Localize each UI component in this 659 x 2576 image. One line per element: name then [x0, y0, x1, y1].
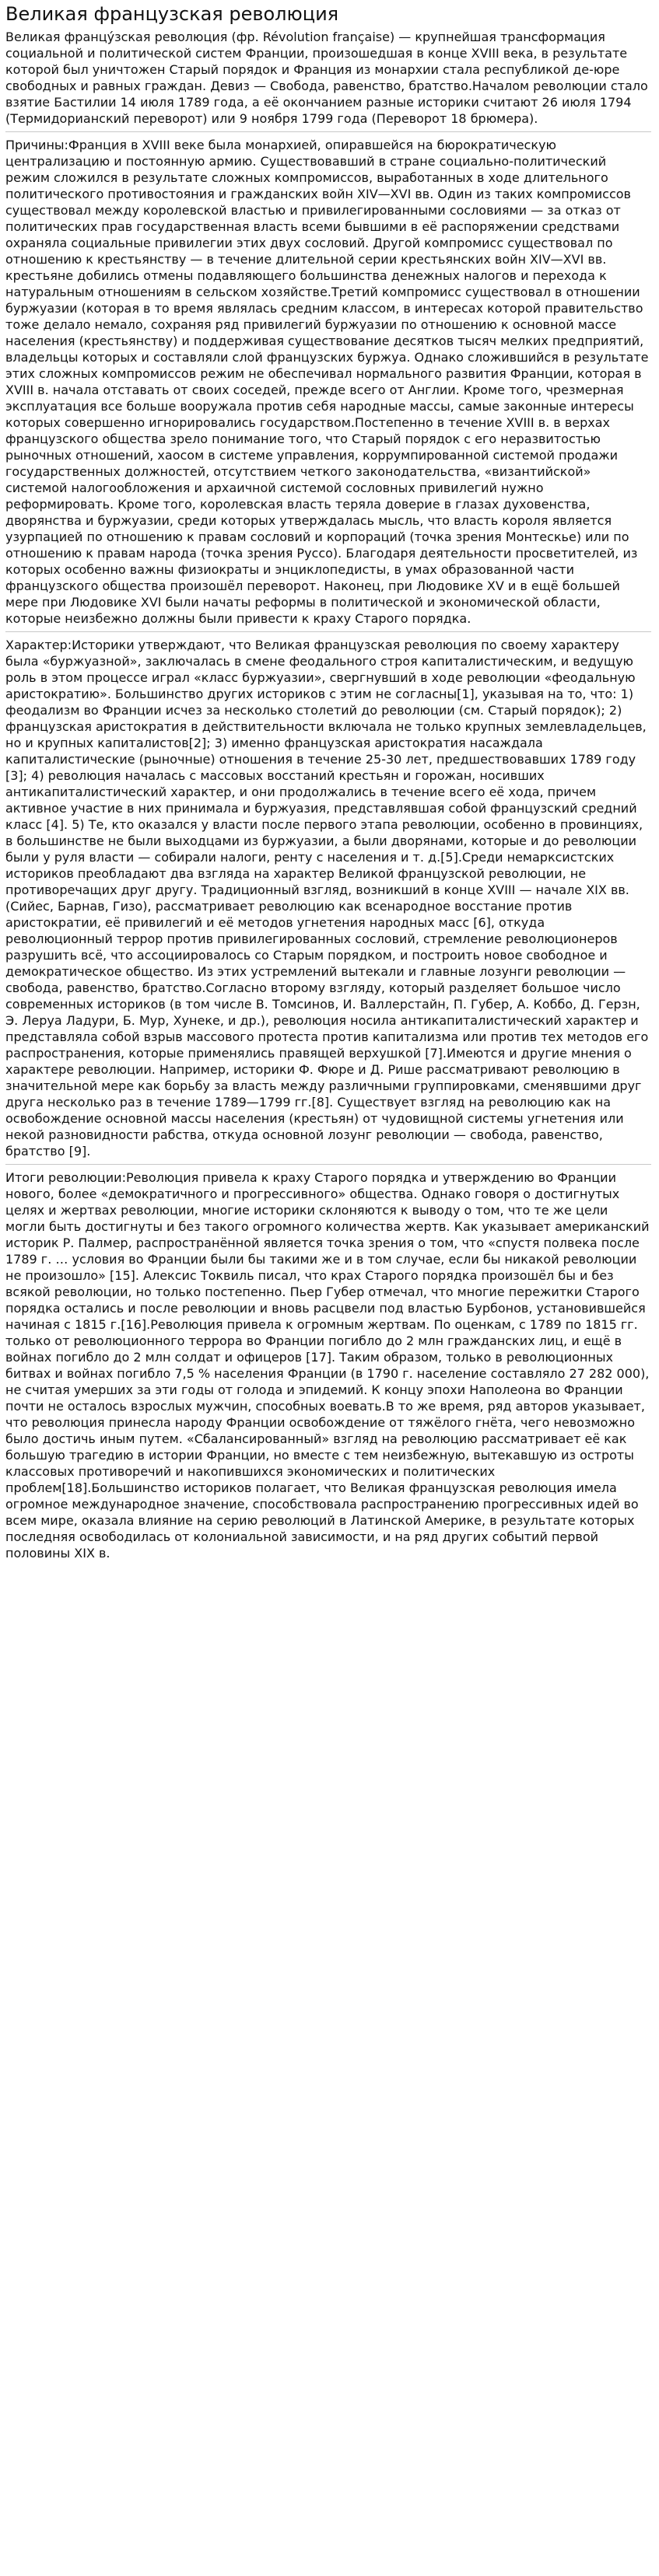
page-title: Великая французская революция — [5, 3, 339, 25]
results-paragraph: Итоги революции:Революция привела к краху Старого порядка и утверждению во Франции нового, более «демократичного и прогрессивного» общества. Однако говоря о достигнутых целях и жертвах революции, многие историки склоняются к выводу о том, что те же цели могли быть достигнуты и без такого огромного количества жертв. Как указывает американский историк Р. Палмер, распространённой является точка зрения о том, что «спустя полвека после 1789 г. … условия во Франции были бы такими же и в том случае, если бы никакой революции не произошло» [15]. Алексис Токвиль писал, что крах Старого порядка произошёл бы и без всякой революции, но только постепенно. Пьер Губер отмечал, что многие пережитки Старого порядка остались и после революции и вновь расцвели под властью Бурбонов, установившейся начиная с 1815 г.[16].Революция привела к огромным жертвам. По оценкам, с 1789 по 1815 гг. только от революционного террора во Франции погибло до 2 млн гражданских лиц, и ещё в войнах погибло до 2 млн солдат и офицеров [17]. Таким образом, только в революционных битвах и войнах погибло 7,5 % населения Франции (в 1790 г. население составляло 27 282 000), не считая умерших за эти годы от голода и эпидемий. К концу эпохи Наполеона во Франции почти не осталось взрослых мужчин, способных воевать.В то же время, ряд авторов указывает, что революция принесла народу Франции освобождение от тяжёлого гнёта, чего невозможно было достичь иным путем. «Сбалансированный» взгляд на революцию рассматривает её как большую трагедию в истории Франции, но вместе с тем неизбежную, вытекавшую из остроты классовых противоречий и накопившихся экономических и политических проблем[18].Большинство историков полагает, что Великая французская революция имела огромное международное значение, способствовала распространению прогрессивных идей во всем мире, оказала влияние на серию революций в Латинской Америке, в результате которых последняя освободилась от колониальной зависимости, и на ряд других событий первой половины XIX в. — [5, 1170, 650, 1561]
section-divider — [5, 631, 651, 632]
section-divider — [5, 1164, 651, 1165]
section-divider — [5, 131, 651, 132]
character-paragraph: Характер:Историки утверждают, что Великая французская революция по своему характеру была «буржуазной», заключалась в смене феодального строя капиталистическим, и ведущую роль в этом процессе играл «класс буржуазии», свергнувший в ходе революции «феодальную аристократию». Большинство других историков с этим не согласны[1], указывая на то, что: 1) феодализм во Франции исчез за несколько столетий до революции (см. Старый порядок); 2) французская аристократия в действительности включала не только крупных землевладельцев, но и крупных капиталистов[2]; 3) именно французская аристократия насаждала капиталистические (рыночные) отношения в течение 25-30 лет, предшествовавших 1789 году [3]; 4) революция началась с массовых восстаний крестьян и горожан, носивших антикапиталистический характер, и они продолжались в течение всего её хода, причем активное участие в них принимала и буржуазия, представлявшая собой французский средний класс [4]. 5) Те, кто оказался у власти после первого этапа революции, особенно в провинциях, в большинстве не были выходцами из буржуазии, а были дворянами, которые и до революции были у руля власти — собирали налоги, ренту с населения и т. д.[5].Среди немарксистских историков преобладают два взгляда на характер Великой французской революции, не противоречащих друг другу. Традиционный взгляд, возникший в конце XVIII — начале XIX вв. (Сийес, Барнав, Гизо), рассматривает революцию как всенародное восстание против аристократии, её привилегий и её методов угнетения народных масс [6], откуда революционный террор против привилегированных сословий, стремление революционеров разрушить всё, что ассоциировалось со Старым порядком, и построить новое свободное и демократическое общество. Из этих устремлений вытекали и главные лозунги революции — свобода, равенство, братство.Согласно второму взгляду, который разделяет большое число современных историков (в том числе В. Томсинов, И. Валлерстайн, П. Губер, А. Коббо, Д. Герзн, Э. Леруа Ладури, Б. Мур, Хунеке, и др.), революция носила антикапиталистический характер и представляла собой взрыв массового протеста против капитализма или против тех методов его распространения, которые применялись правящей верхушкой [7].Имеются и другие мнения о характере революции. Например, историки Ф. Фюре и Д. Рише рассматривают революцию в значительной мере как борьбу за власть между различными группировками, сменявшими друг друга несколько раз в течение 1789—1799 гг.[8]. Существует взгляд на революцию как на освобождение основной массы населения (крестьян) от чудовищной системы угнетения или некой разновидности рабства, откуда основной лозунг революции — свобода, равенство, братство [9]. — [5, 638, 649, 1159]
causes-paragraph: Причины:Франция в XVIII веке была монархией, опиравшейся на бюрократическую централизацию и постоянную армию. Существовавший в стране социально-политический режим сложился в результате сложных компромиссов, выработанных в ходе длительного политического противостояния и гражданских войн XIV—XVI вв. Один из таких компромиссов существовал между королевской властью и привилегированными сословиями — за отказ от политических прав государственная власть всеми бывшими в её распоряжении средствами охраняла социальные привилегии этих двух сословий. Другой компромисс существовал по отношению к крестьянству — в течение длительной серии крестьянских войн XIV—XVI вв. крестьяне добились отмены подавляющего большинства денежных налогов и перехода к натуральным отношениям в сельском хозяйстве.Третий компромисс существовал в отношении буржуазии (которая в то время являлась средним классом, в интересах которой правительство тоже делало немало, сохраняя ряд привилегий буржуазии по отношению к основной массе населения (крестьянству) и поддерживая существование десятков тысяч мелких предприятий, владельцы которых и составляли слой французских буржуа. Однако сложившийся в результате этих сложных компромиссов режим не обеспечивал нормального развития Франции, которая в XVIII в. начала отставать от своих соседей, прежде всего от Англии. Кроме того, чрезмерная эксплуатация все больше вооружала против себя народные массы, самые законные интересы которых совершенно игнорировались государством.Постепенно в течение XVIII в. в верхах французского общества зрело понимание того, что Старый порядок с его неразвитостью рыночных отношений, хаосом в системе управления, коррумпированной системой продажи государственных должностей, отсутствием четкого законодательства, «византийской» системой налогообложения и архаичной системой сословных привилегий нужно реформировать. Кроме того, королевская власть теряла доверие в глазах духовенства, дворянства и буржуазии, среди которых утверждалась мысль, что власть короля является узурпацией по отношению к правам сословий и корпораций (точка зрения Монтескье) или по отношению к правам народа (точка зрения Руссо). Благодаря деятельности просветителей, из которых особенно важны физиократы и энциклопедисты, в умах образованной части французского общества произошёл переворот. Наконец, при Людовике XV и в ещё большей мере при Людовике XVI были начаты реформы в политической и экономической области, которые неизбежно должны были привести к краху Старого порядка. — [5, 138, 649, 626]
intro-paragraph: Великая францу́зская революция (фр. Révolution française) — крупнейшая трансформация социальной и политической систем Франции, произошедшая в конце XVIII века, в результате которой был уничтожен Старый порядок и Франция из монархии стала республикой де-юре свободных и равных граждан. Девиз — Свобода, равенство, братство.Началом революции стало взятие Бастилии 14 июля 1789 года, а её окончанием разные историки считают 26 июля 1794 (Термидорианский переворот) или 9 ноября 1799 года (Переворот 18 брюмера). — [5, 30, 648, 126]
